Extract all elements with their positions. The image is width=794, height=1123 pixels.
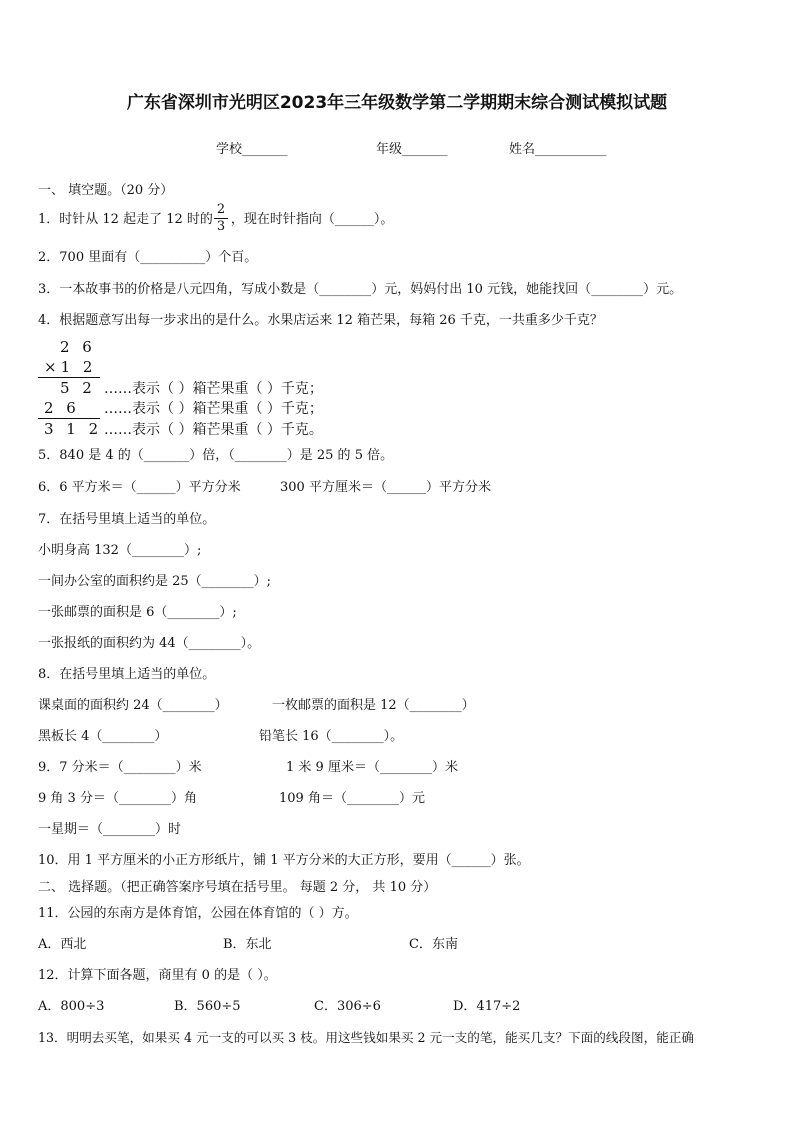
question-7c: 一张邮票的面积是 6（________）; [38, 605, 237, 620]
calc-multiplicand: 2 6 [60, 338, 96, 356]
question-9d: 109 角＝（________）元 [279, 791, 425, 806]
calc-partial-1: 5 2 [60, 379, 96, 397]
question-12-option-a[interactable]: A．800÷3 [38, 999, 105, 1014]
question-8b: 一枚邮票的面积是 12（________） [272, 698, 475, 713]
question-12-option-d[interactable]: D．417÷2 [453, 999, 521, 1014]
question-8d: 铅笔长 16（________）。 [259, 729, 404, 744]
question-6a: 6．6 平方米＝（______）平方分米 [38, 480, 241, 495]
grade-field[interactable]: 年级_______ [376, 142, 448, 157]
question-3: 3．一本故事书的价格是八元四角，写成小数是（________）元，妈妈付出 10 元钱，她能找回（________）元。 [38, 282, 683, 297]
calc-note-1: ……表示（ ）箱芒果重（ ）千克； [104, 381, 323, 397]
fraction-denominator: 3 [216, 219, 226, 234]
question-5: 5．840 是 4 的（_______）倍，（________）是 25 的 5 倍。 [38, 448, 394, 463]
question-2: 2．700 里面有（__________）个百。 [38, 250, 258, 265]
question-11-option-b[interactable]: B．东北 [223, 937, 272, 952]
page-title: 广东省深圳市光明区2023年三年级数学第二学期期末综合测试模拟试题 [126, 93, 668, 113]
question-7d: 一张报纸的面积约为 44（________）。 [38, 636, 261, 651]
school-field[interactable]: 学校_______ [216, 142, 288, 157]
question-6b: 300 平方厘米＝（______）平方分米 [280, 480, 491, 495]
question-13: 13．明明去买笔，如果买 4 元一支的可以买 3 枝。用这些钱如果买 2 元一支的笔，能买几支？下面的线段图，能正确 [38, 1030, 694, 1045]
section-1-heading: 一、 填空题。（20 分） [38, 183, 174, 198]
question-8c: 黑板长 4（________） [38, 729, 168, 744]
question-7a: 小明身高 132（________）; [38, 543, 202, 558]
fraction-two-thirds [214, 203, 228, 234]
calc-product: 3 1 2 [44, 420, 103, 438]
calc-note-2: ……表示（ ）箱芒果重（ ）千克； [104, 401, 323, 417]
question-11-option-a[interactable]: A．西北 [38, 937, 87, 952]
question-1-text-after: ，现在时针指向（______）。 [230, 212, 394, 227]
question-4: 4．根据题意写出每一步求出的是什么。水果店运来 12 箱芒果，每箱 26 千克，一共重多少千克？ [38, 313, 603, 328]
question-10: 10．用 1 平方厘米的小正方形纸片，铺 1 平方分米的大正方形，要用（______）张。 [38, 853, 530, 868]
question-9e: 一星期＝（________）时 [38, 822, 182, 837]
question-9c: 9 角 3 分＝（________）角 [38, 791, 197, 806]
calc-partial-2: 2 6 [44, 399, 80, 417]
question-12: 12．计算下面各题，商里有 0 的是（ ）。 [38, 968, 277, 983]
question-7b: 一间办公室的面积约是 25（________）; [38, 574, 272, 589]
question-11: 11．公园的东南方是体育馆，公园在体育馆的（ ）方。 [38, 906, 358, 921]
fraction-numerator: 2 [216, 202, 226, 217]
question-11-option-c[interactable]: C．东南 [409, 937, 458, 952]
question-12-option-c[interactable]: C．306÷6 [314, 999, 381, 1014]
name-field[interactable]: 姓名___________ [509, 142, 607, 157]
question-9a: 9．7 分米＝（________）米 [38, 760, 202, 775]
section-2-heading: 二、 选择题。（把正确答案序号填在括号里。 每题 2 分， 共 10 分） [38, 880, 437, 895]
calc-multiplier: ×1 2 [44, 358, 97, 376]
question-9b: 1 米 9 厘米＝（________）米 [286, 760, 458, 775]
question-1-text: 1．时针从 12 起走了 12 时的 [38, 212, 213, 227]
question-8a: 课桌面的面积约 24（________） [38, 698, 228, 713]
question-8: 8．在括号里填上适当的单位。 [38, 667, 216, 682]
question-12-option-b[interactable]: B．560÷5 [174, 999, 241, 1014]
calc-note-3: ……表示（ ）箱芒果重（ ）千克。 [104, 422, 323, 438]
question-7: 7．在括号里填上适当的单位。 [38, 512, 216, 527]
